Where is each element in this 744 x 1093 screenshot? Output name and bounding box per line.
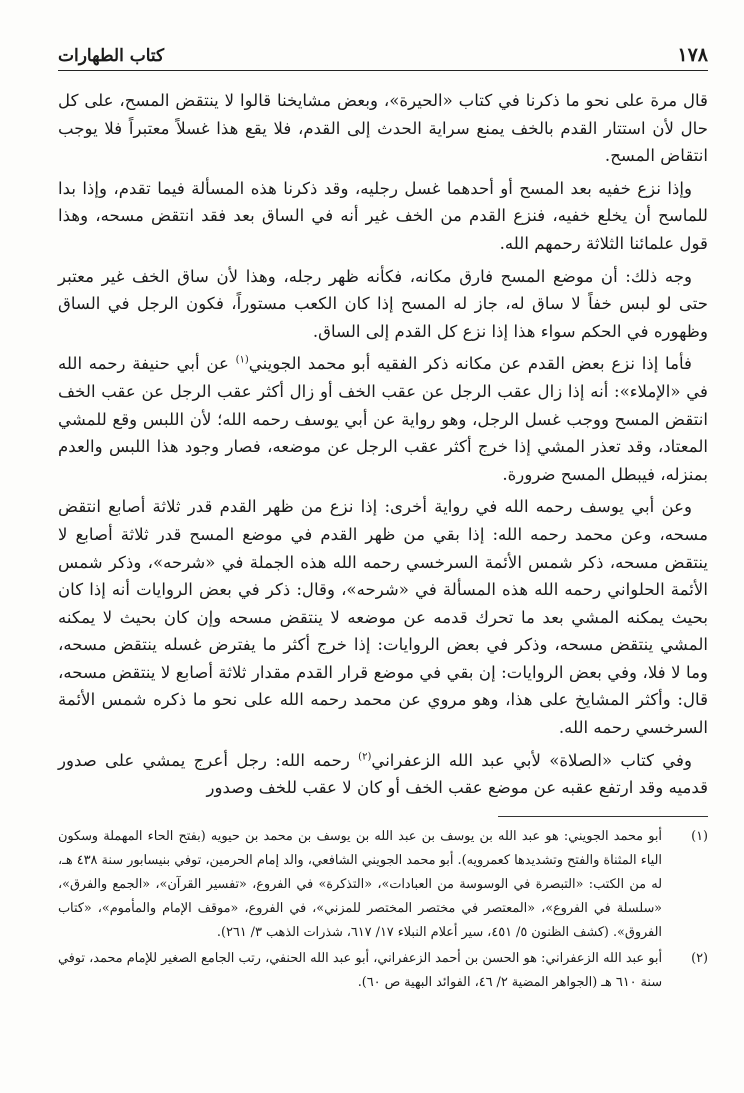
paragraph-4-text-a: فأما إذا نزع بعض القدم عن مكانه ذكر الفقيه أبو محمد الجويني [248, 354, 692, 374]
paragraph-6-text-b: رحمه الله: رجل أعرج يمشي على صدور قدميه وقد ارتفع عقبه عن موضع عقب الخف أو كان لا عقب للخف وصدور [58, 750, 708, 798]
footnote-text: أبو عبد الله الزعفراني: هو الحسن بن أحمد الزعفراني، أبو عبد الله الحنفي، رتب الجامع الصغير للإمام محمد، توفي سنة ٦١٠ هـ (الجواهر المضية ٢/ ٤٦، الفوائد البهية ص ٦٠). [58, 950, 662, 990]
book-title: كتاب الطهارات [58, 46, 165, 66]
footnote-separator [498, 816, 708, 817]
main-text [58, 87, 708, 802]
footnote-number: (٢) [691, 950, 708, 966]
document-page [58, 36, 708, 1066]
page-header [58, 36, 708, 71]
footnote-ref-2[interactable]: (٢) [358, 751, 372, 763]
footnote-1 [58, 825, 708, 945]
footnote-2 [58, 947, 708, 995]
paragraph-4-text-b: عن أبي حنيفة رحمه الله في «الإملاء»: أنه إذا زال عقب الرجل عن عقب الخف أو زال أكثر عقب الرجل عن عقب الخف انتقض المسح ووجب غسل الرجل، وهو رواية عن أبي يوسف رحمه الله؛ لأن اللبس وقع للمشي المعتاد، وقد تعذر المشي إذا خرج أكثر عقب الرجل عن موضعه، فصار وجود هذا اللبس والعدم بمنزله، فيبطل المسح ضرورة. [58, 354, 708, 484]
paragraph-3: وجه ذلك: أن موضع المسح فارق مكانه، فكأنه ظهر رجله، وهذا لأن ساق الخف غير معتبر حتى لو لبس خفاً لا ساق له، جاز له المسح إذا كان الكعب مستوراً، فكون الرجل في الساق وظهوره في الحكم سواء هذا إذا نزع كل القدم إلى الساق. [58, 266, 708, 341]
footnote-text: أبو محمد الجويني: هو عبد الله بن يوسف بن عبد الله بن يوسف بن محمد بن حيويه (بفتح الحاء المهملة وسكون الياء المثناة والفتح وتشديدها كعمرويه). أبو محمد الجويني الشافعي، والد إمام الحرمين، توفي بنيسابور سنة ٤٣٨ هـ، له من الكتب: «التبصرة في الوسوسة من العبادات»، «التذكرة» في الفروع، «تفسير القرآن»، «الجمع والفرق»، «سلسلة في الفروع»، «المعتصر في مختصر المختصر للمزني»، في الفروع، «موقف الإمام والمأموم»، «كتاب الفروق». (كشف الظنون ٥/ ٤٥١، سير أعلام النبلاء ١٧/ ٦١٧، شذرات الذهب ٣/ ٢٦١). [58, 828, 662, 940]
footnote-ref-1[interactable]: (١) [235, 354, 249, 366]
paragraph-6-text-a: وفي كتاب «الصلاة» لأبي عبد الله الزعفراني [371, 750, 692, 770]
paragraph-2: وإذا نزع خفيه بعد المسح أو أحدهما غسل رجليه، وقد ذكرنا هذه المسألة فيما تقدم، وإذا بدا للماسح أن يخلع خفيه، فنزع القدم من الخف غير أنه في الساق بعد فقد انتقض مسحه، وهذا قول علمائنا الثلاثة رحمهم الله. [58, 178, 708, 253]
paragraph-4 [58, 350, 708, 488]
footnotes [58, 825, 708, 995]
paragraph-6 [58, 747, 708, 802]
page-number: ١٧٨ [677, 44, 708, 66]
footnote-number: (١) [691, 828, 708, 844]
paragraph-1: قال مرة على نحو ما ذكرنا في كتاب «الحيرة»، وبعض مشايخنا قالوا لا ينتقض المسح، على كل حال لأن استتار القدم بالخف يمنع سراية الحدث إلى القدم، فلا يقع هذا غسلاً معتبراً فلا يوجب انتقاض المسح. [58, 91, 708, 166]
paragraph-5: وعن أبي يوسف رحمه الله في رواية أخرى: إذا نزع من ظهر القدم قدر ثلاثة أصابع انتقض مسحه، وعن محمد رحمه الله: إذا بقي من ظهر القدم في موضع المسح قدر ثلاثة أصابع لا ينتقض مسحه، ذكر شمس الأئمة السرخسي رحمه الله هذه الجملة في «شرحه»، وذكر شمس الأئمة الحلواني رحمه الله هذه المسألة في «شرحه»، وقال: ذكر في بعض الروايات أنه إذا كان بحيث يمكنه المشي بعد ما تحرك قدمه عن موضعه لا ينتقض مسحه وإن كان بحيث لا يمكنه المشي ينتقض مسحه، وذكر في بعض الروايات: إذا خرج أكثر ما يفترض غسله ينتقض مسحه، وما لا فلا، وفي بعض الروايات: إن بقي في موضع قرار القدم مقدار ثلاثة أصابع لا ينتقض مسحه، قال: وأكثر المشايخ على هذا، وهو مروي عن محمد رحمه الله على نحو ما ذكره شمس الأئمة السرخسي رحمه الله. [58, 497, 708, 738]
